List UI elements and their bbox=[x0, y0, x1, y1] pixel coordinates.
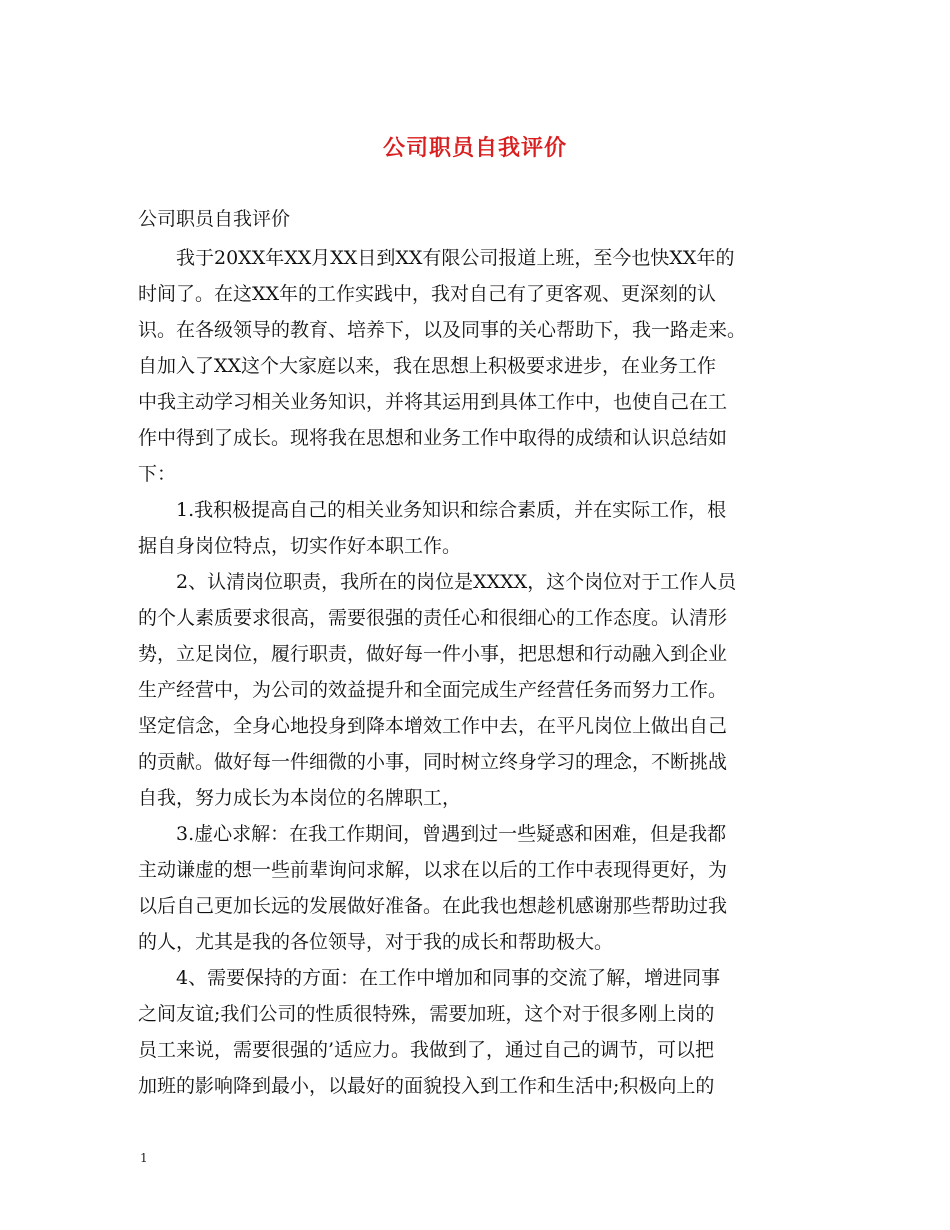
paragraph-line: 我于20XX年XX月XX日到XX有限公司报道上班，至今也快XX年的 bbox=[176, 247, 735, 269]
paragraph-line: 之间友谊;我们公司的性质很特殊，需要加班，这个对于很多刚上岗的 bbox=[138, 1003, 715, 1025]
paragraph-line: 势，立足岗位，履行职责，做好每一件小事，把思想和行动融入到企业 bbox=[138, 643, 728, 665]
paragraph-line: 自我，努力成长为本岗位的名牌职工， bbox=[138, 787, 462, 809]
paragraph-line: 主动谦虚的想一些前辈询问求解，以求在以后的工作中表现得更好，为 bbox=[138, 859, 728, 881]
paragraph-line: 4、需要保持的方面：在工作中增加和同事的交流了解，增进同事 bbox=[176, 967, 721, 989]
document-body bbox=[138, 240, 816, 1104]
paragraph-line: 员工来说，需要很强的’适应力。我做到了，通过自己的调节，可以把 bbox=[138, 1039, 715, 1061]
paragraph-line: 坚定信念，全身心地投身到降本增效工作中去，在平凡岗位上做出自己 bbox=[138, 715, 728, 737]
paragraph-line: 以后自己更加长远的发展做好准备。在此我也想趁机感谢那些帮助过我 bbox=[138, 895, 728, 917]
paragraph-line: 生产经营中，为公司的效益提升和全面完成生产经营任务而努力工作。 bbox=[138, 679, 728, 701]
paragraph-line: 1.我积极提高自己的相关业务知识和综合素质，并在实际工作，根 bbox=[176, 499, 727, 521]
paragraph-line: 的贡献。做好每一件细微的小事，同时树立终身学习的理念，不断挑战 bbox=[138, 751, 728, 773]
paragraph-line: 据自身岗位特点，切实作好本职工作。 bbox=[138, 535, 462, 557]
document-subtitle: 公司职员自我评价 bbox=[138, 208, 291, 230]
paragraph-line: 自加入了XX这个大家庭以来，我在思想上积极要求进步，在业务工作 bbox=[138, 355, 717, 377]
document-title: 公司职员自我评价 bbox=[382, 135, 567, 161]
paragraph-line: 2、认清岗位职责，我所在的岗位是XXXX，这个岗位对于工作人员 bbox=[176, 571, 737, 593]
paragraph-line: 时间了。在这XX年的工作实践中，我对自己有了更客观、更深刻的认 bbox=[138, 283, 717, 305]
paragraph-line: 识。在各级领导的教育、培养下，以及同事的关心帮助下，我一路走来。 bbox=[138, 319, 747, 341]
paragraph-line: 作中得到了成长。现将我在思想和业务工作中取得的成绩和认识总结如 bbox=[138, 427, 728, 449]
paragraph-line: 的人，尤其是我的各位领导，对于我的成长和帮助极大。 bbox=[138, 931, 614, 953]
paragraph-line: 的个人素质要求很高，需要很强的责任心和很细心的工作态度。认清形 bbox=[138, 607, 728, 629]
paragraph-line: 下： bbox=[138, 463, 177, 485]
paragraph-line: 中我主动学习相关业务知识，并将其运用到具体工作中，也使自己在工 bbox=[138, 391, 728, 413]
paragraph-line: 3.虚心求解：在我工作期间，曾遇到过一些疑惑和困难，但是我都 bbox=[176, 823, 727, 845]
paragraph-line: 加班的影响降到最小，以最好的面貌投入到工作和生活中;积极向上的 bbox=[138, 1075, 715, 1097]
page-number: 1 bbox=[140, 1151, 148, 1165]
